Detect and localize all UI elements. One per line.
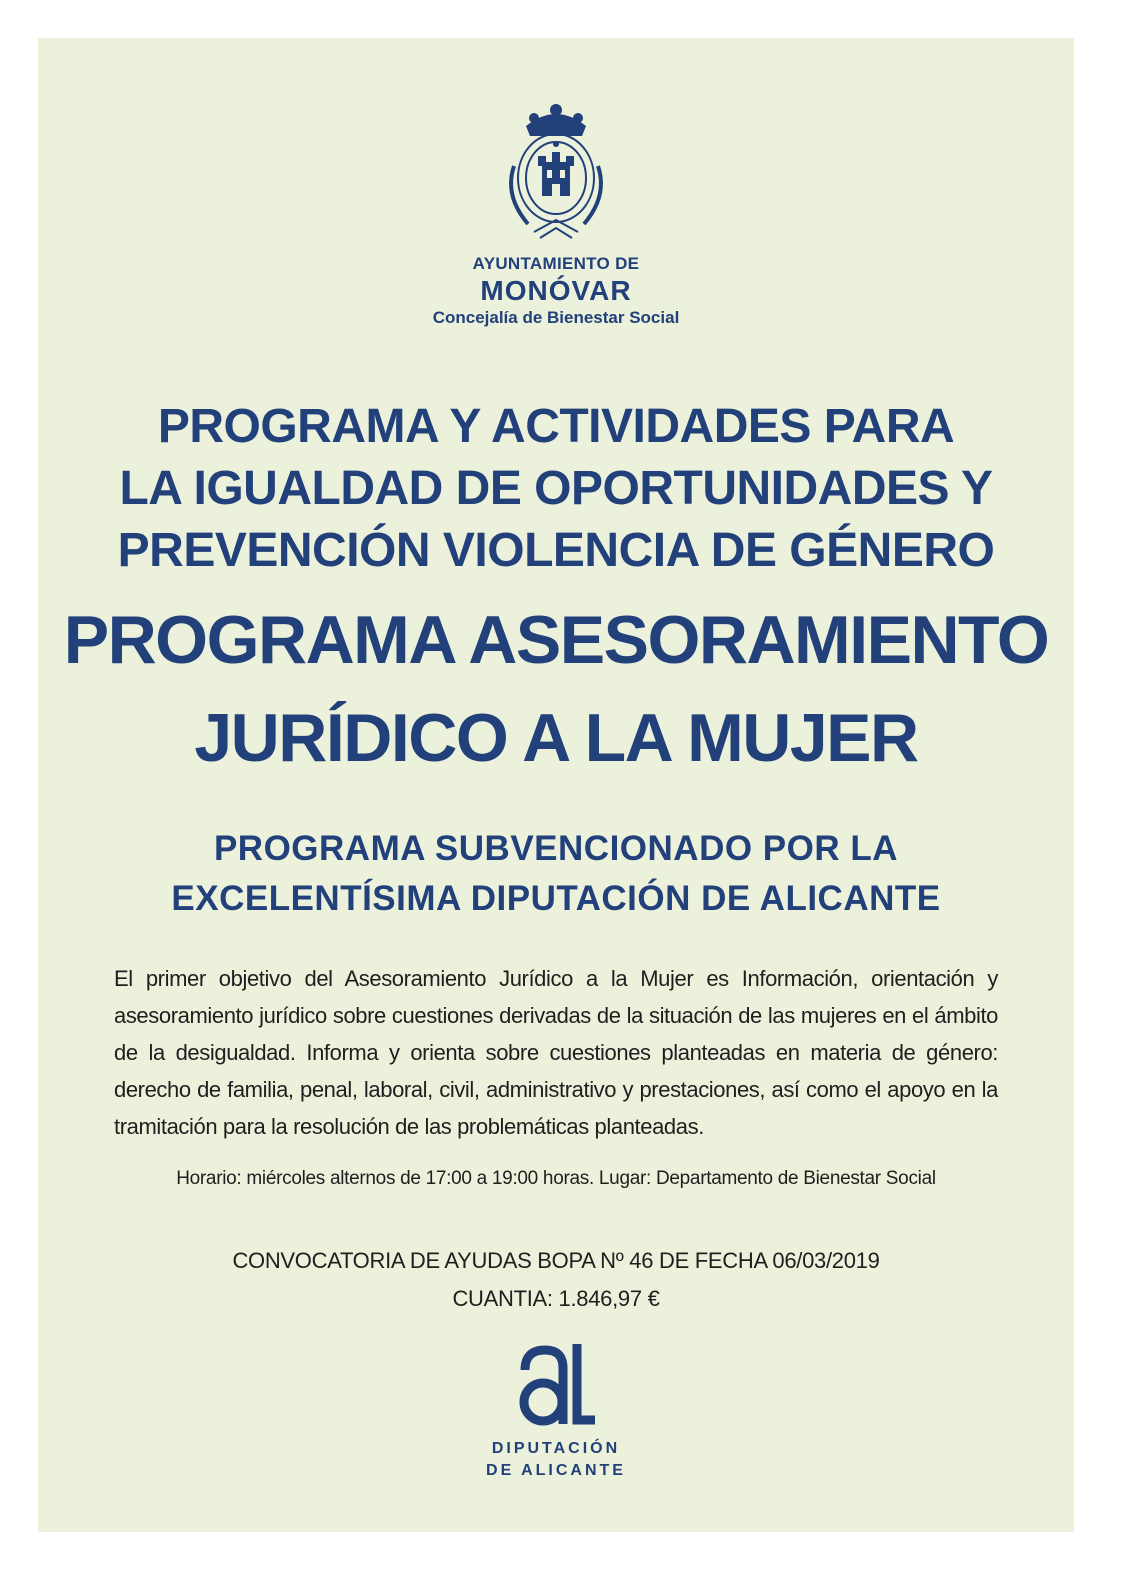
monovar-crest-icon (504, 96, 608, 248)
subsidy-line: EXCELENTÍSIMA DIPUTACIÓN DE ALICANTE (171, 879, 941, 918)
organization-name: MONÓVAR (480, 275, 632, 306)
program-heading-line: PROGRAMA Y ACTIVIDADES PARA (157, 400, 955, 453)
amount-line: CUANTIA: 1.846,97 € (452, 1286, 660, 1311)
organization-prefix: AYUNTAMIENTO DE (472, 254, 640, 273)
main-title-line: JURÍDICO A LA MUJER (194, 700, 918, 776)
main-title (38, 591, 1074, 787)
main-title-line: PROGRAMA ASESORAMIENTO (63, 602, 1049, 678)
diputacion-alicante-logo-icon (515, 1340, 597, 1432)
program-heading-line: LA IGUALDAD DE OPORTUNIDADES Y (119, 462, 993, 515)
poster (38, 38, 1074, 1532)
program-heading (38, 396, 1074, 582)
footer-logo-line: DE ALICANTE (486, 1462, 626, 1479)
schedule-text: Horario: miércoles alternos de 17:00 a 19:00 horas. Lugar: Departamento de Bienestar Social (176, 1168, 936, 1189)
subsidy-line: PROGRAMA SUBVENCIONADO POR LA (213, 829, 899, 868)
organization-department: Concejalía de Bienestar Social (432, 308, 680, 327)
subsidy-heading (38, 824, 1074, 924)
footer-logo-line: DIPUTACIÓN (491, 1440, 621, 1457)
convocatoria-block (38, 1242, 1074, 1318)
description-paragraph: El primer objetivo del Asesoramiento Jurídico a la Mujer es Información, orientación y asesoramiento jurídico sobre cuestiones derivadas de la situación de las mujeres en el ámbito de la desigualdad. Informa y orienta sobre cuestiones planteadas en materia de género: derecho de familia, penal, laboral, civil, administrativo y prestaciones, así como el apoyo en la tramitación para la resolución de las problemáticas planteadas. (114, 966, 998, 1139)
program-heading-line: PREVENCIÓN VIOLENCIA DE GÉNERO (117, 524, 995, 577)
convocatoria-line: CONVOCATORIA DE AYUDAS BOPA Nº 46 DE FECHA 06/03/2019 (232, 1248, 880, 1273)
